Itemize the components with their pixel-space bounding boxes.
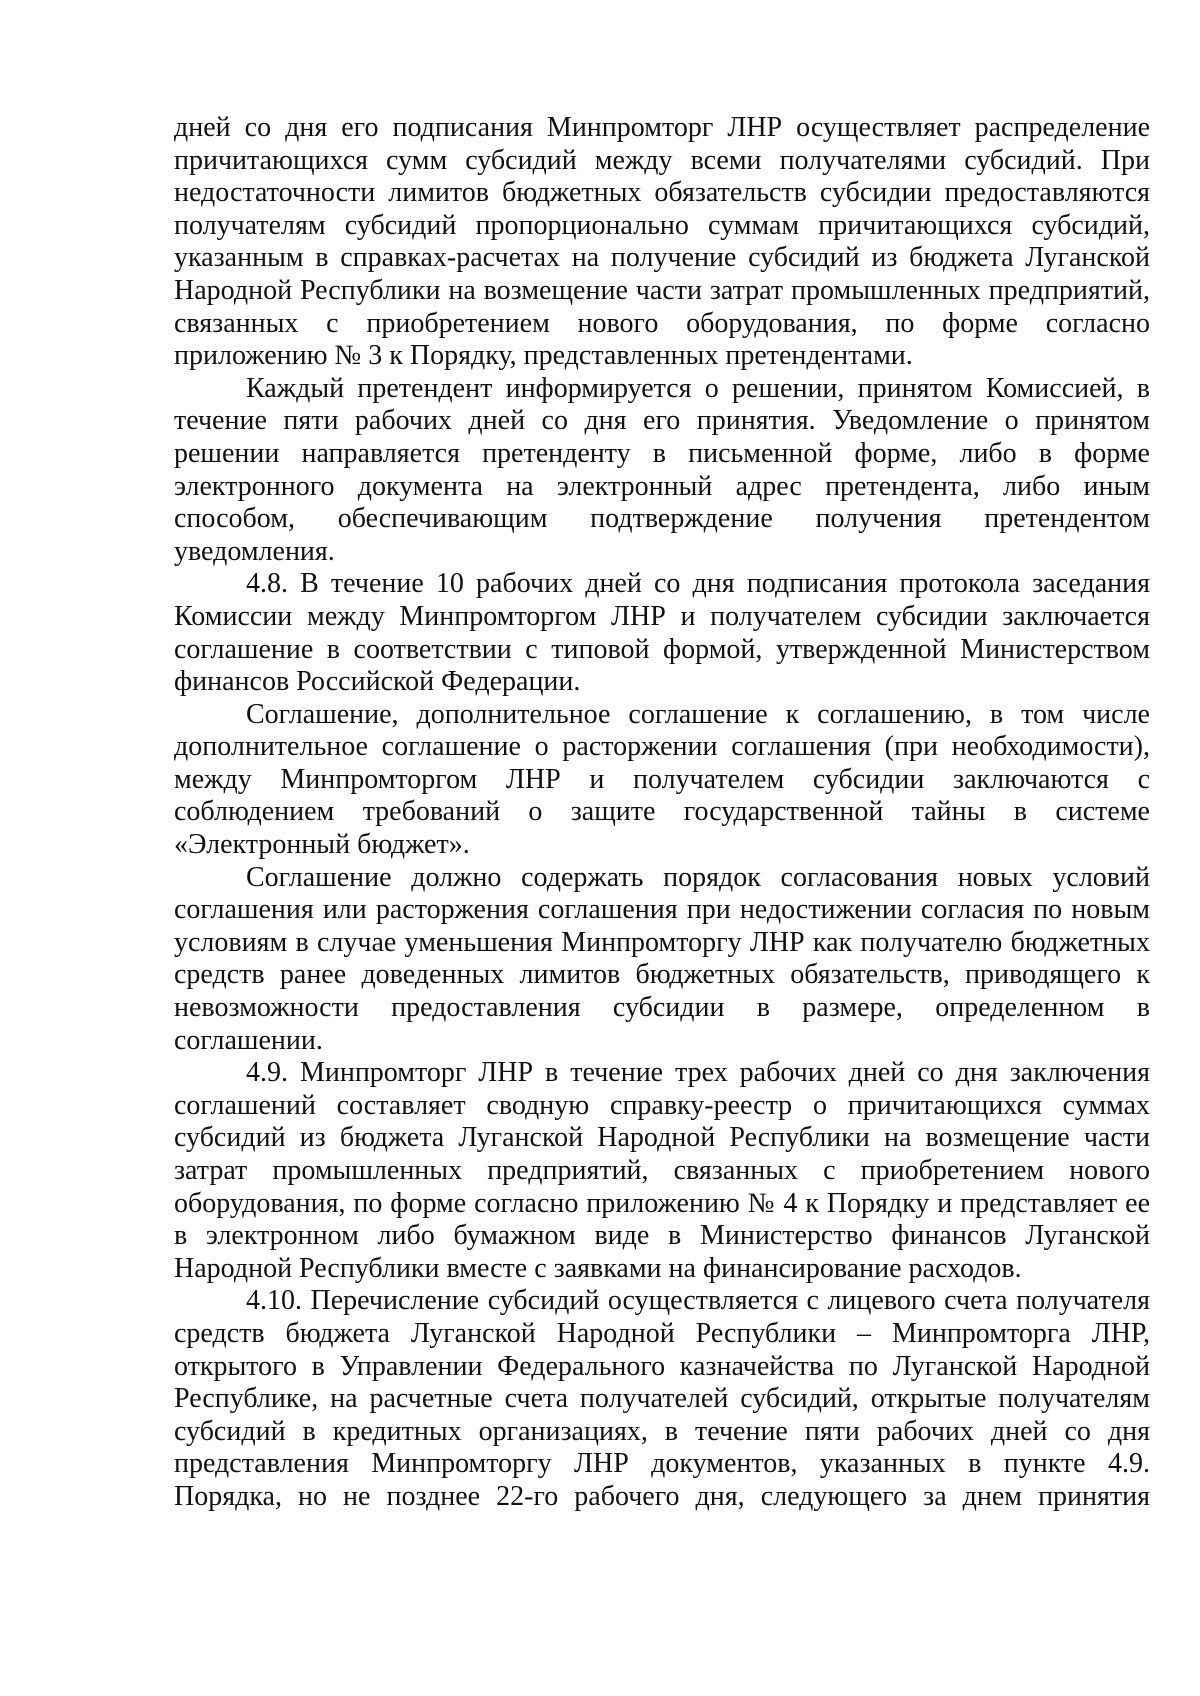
paragraph-6: 4.9. Минпромторг ЛНР в течение трех рабочих дней со дня заключения соглашений составляет сводную справку-реестр о причитающихся суммах субсидий из бюджета Луганской Народной Республики на возмещение части затрат промышленных предприятий, связанных с приобретением нового оборудования, по форме согласно приложению № 4 к Порядку и представляет ее в электронном либо бумажном виде в Министерство финансов Луганской Народной Республики вместе с заявками на финансирование расходов.: [174, 1057, 1150, 1284]
paragraph-2: Каждый претендент информируется о решении, принятом Комиссией, в течение пяти рабочих дней со дня его принятия. Уведомление о принятом решении направляется претенденту в письменной форме, либо в форме электронного документа на электронный адрес претендента, либо иным способом, обеспечивающим подтверждение получения претендентом уведомления.: [174, 372, 1150, 567]
paragraph-4: Соглашение, дополнительное соглашение к соглашению, в том числе дополнительное соглашение о расторжении соглашения (при необходимости), между Минпромторгом ЛНР и получателем субсидии заключаются с соблюдением требований о защите государственной тайны в системе «Электронный бюджет».: [174, 698, 1150, 861]
document-page: [174, 112, 1150, 1514]
paragraph-7: 4.10. Перечисление субсидий осуществляется с лицевого счета получателя средств бюджета Луганской Народной Республики – Минпромторга ЛНР, открытого в Управлении Федерального казначейства по Луганской Народной Республике, на расчетные счета получателей субсидий, открытые получателям субсидий в кредитных организациях, в течение пяти рабочих дней со дня представления Минпромторгу ЛНР документов, указанных в пункте 4.9. Порядка, но не позднее 22-го рабочего дня, следующего за днем принятия: [174, 1285, 1150, 1512]
paragraph-5: Соглашение должно содержать порядок согласования новых условий соглашения или расторжения соглашения при недостижении согласия по новым условиям в случае уменьшения Минпромторгу ЛНР как получателю бюджетных средств ранее доведенных лимитов бюджетных обязательств, приводящего к невозможности предоставления субсидии в размере, определенном в соглашении.: [174, 861, 1150, 1056]
paragraph-1: дней со дня его подписания Минпромторг ЛНР осуществляет распределение причитающихся сумм субсидий между всеми получателями субсидий. При недостаточности лимитов бюджетных обязательств субсидии предоставляются получателям субсидий пропорционально суммам причитающихся субсидий, указанным в справках-расчетах на получение субсидий из бюджета Луганской Народной Республики на возмещение части затрат промышленных предприятий, связанных с приобретением нового оборудования, по форме согласно приложению № 3 к Порядку, представленных претендентами.: [174, 112, 1150, 372]
paragraph-3: 4.8. В течение 10 рабочих дней со дня подписания протокола заседания Комиссии между Минпромторгом ЛНР и получателем субсидии заключается соглашение в соответствии с типовой формой, утвержденной Министерством финансов Российской Федерации.: [174, 568, 1150, 698]
